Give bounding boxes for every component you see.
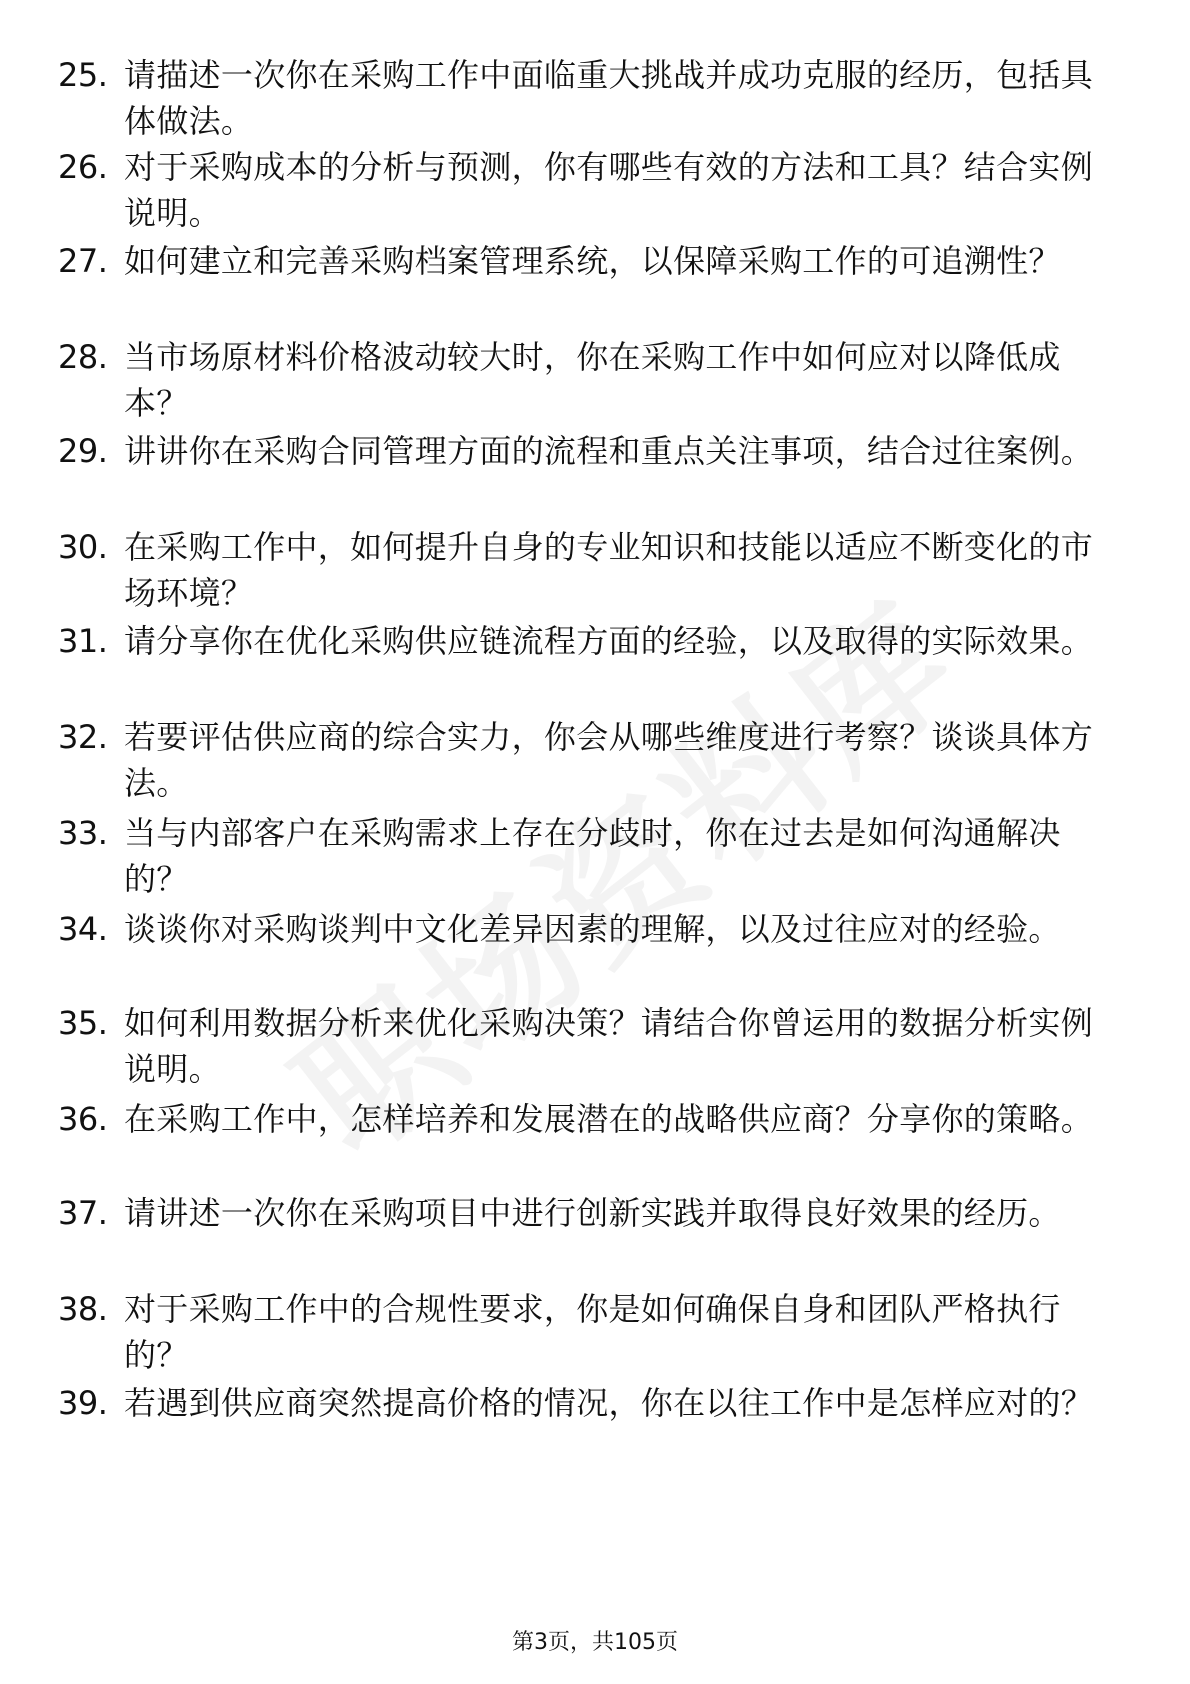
question-text: 若遇到供应商突然提高价格的情况，你在以往工作中是怎样应对的？ <box>124 1384 1094 1422</box>
question-text: 对于采购成本的分析与预测，你有哪些有效的方法和工具？结合实例说明。 <box>124 148 1094 232</box>
question-text: 如何建立和完善采购档案管理系统，以保障采购工作的可追溯性？ <box>124 242 1061 280</box>
page-footer: 第3页，共105页 <box>512 1630 678 1655</box>
question-number: 28. <box>58 338 108 376</box>
question-number: 38. <box>58 1290 108 1328</box>
question-item <box>58 334 1128 434</box>
question-number: 29. <box>58 432 108 470</box>
question-number: 35. <box>58 1004 108 1042</box>
question-number: 36. <box>58 1100 108 1138</box>
question-number: 39. <box>58 1384 108 1422</box>
question-item <box>58 1190 1128 1290</box>
question-text: 在采购工作中，如何提升自身的专业知识和技能以适应不断变化的市场环境？ <box>124 528 1094 612</box>
question-number: 26. <box>58 148 108 186</box>
question-number: 32. <box>58 718 108 756</box>
question-text: 如何利用数据分析来优化采购决策？请结合你曾运用的数据分析实例说明。 <box>124 1004 1094 1088</box>
question-item <box>58 906 1128 1006</box>
question-number: 25. <box>58 56 108 94</box>
question-item <box>58 810 1128 910</box>
question-item <box>58 618 1128 718</box>
question-number: 27. <box>58 242 108 280</box>
question-text: 请描述一次你在采购工作中面临重大挑战并成功克服的经历，包括具体做法。 <box>124 56 1094 140</box>
question-item <box>58 1286 1128 1386</box>
question-number: 33. <box>58 814 108 852</box>
question-text: 在采购工作中，怎样培养和发展潜在的战略供应商？分享你的策略。 <box>124 1100 1094 1138</box>
question-text: 若要评估供应商的综合实力，你会从哪些维度进行考察？谈谈具体方法。 <box>124 718 1094 802</box>
question-text: 请讲述一次你在采购项目中进行创新实践并取得良好效果的经历。 <box>124 1194 1061 1232</box>
question-text: 当与内部客户在采购需求上存在分歧时，你在过去是如何沟通解决的？ <box>124 814 1061 898</box>
question-text: 当市场原材料价格波动较大时，你在采购工作中如何应对以降低成本？ <box>124 338 1061 422</box>
question-item <box>58 52 1128 152</box>
question-text: 谈谈你对采购谈判中文化差异因素的理解，以及过往应对的经验。 <box>124 910 1061 948</box>
question-item <box>58 1096 1128 1196</box>
question-number: 34. <box>58 910 108 948</box>
question-number: 31. <box>58 622 108 660</box>
question-item <box>58 1000 1128 1100</box>
question-item <box>58 1380 1128 1480</box>
question-number: 30. <box>58 528 108 566</box>
question-item <box>58 714 1128 814</box>
question-item <box>58 238 1128 338</box>
question-item <box>58 524 1128 624</box>
question-number: 37. <box>58 1194 108 1232</box>
question-text: 请分享你在优化采购供应链流程方面的经验，以及取得的实际效果。 <box>124 622 1094 660</box>
question-item <box>58 428 1128 528</box>
question-text: 讲讲你在采购合同管理方面的流程和重点关注事项，结合过往案例。 <box>124 432 1094 470</box>
question-text: 对于采购工作中的合规性要求，你是如何确保自身和团队严格执行的？ <box>124 1290 1061 1374</box>
question-item <box>58 144 1128 244</box>
